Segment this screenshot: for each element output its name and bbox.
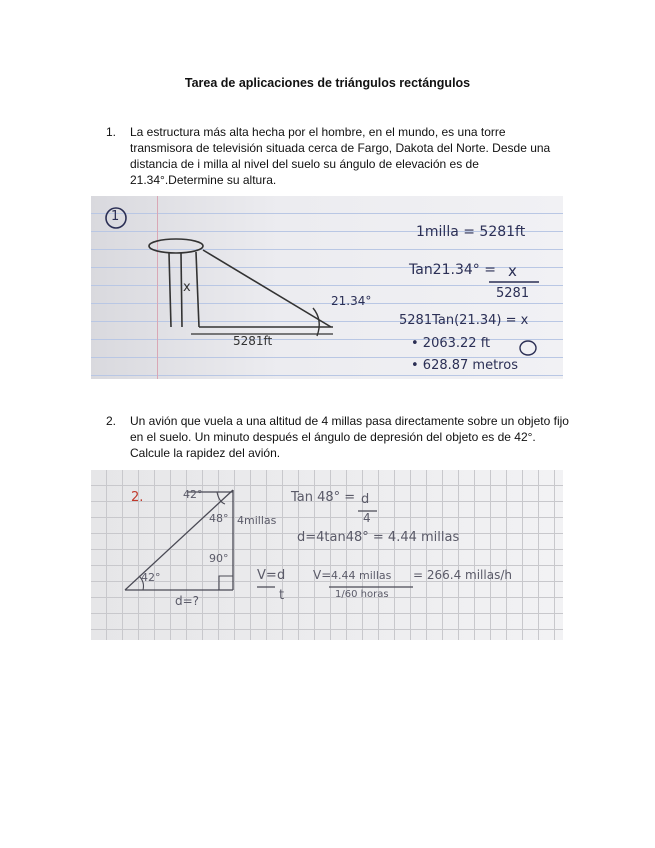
tan-denominator: 4: [363, 511, 371, 525]
tan-equation: Tan21.34° =: [409, 262, 496, 278]
angle-48-label: 48°: [209, 512, 229, 525]
speed-calc-num: 4.44 millas: [331, 569, 392, 582]
speed-calc-v: V=: [313, 568, 332, 582]
page-title: Tarea de aplicaciones de triángulos rectángulos: [184, 76, 471, 90]
tan-equation: Tan 48° =: [291, 490, 356, 505]
problem-2-number: 2.: [106, 414, 117, 428]
problem-2-text: Un avión que vuela a una altitud de 4 millas pasa directamente sobre un objeto fijo en el suelo. Un minuto después el ángulo de depresión del objeto es de 42°. Calcule la rapidez del avión.: [130, 414, 569, 460]
solve-line: 5281Tan(21.34) = x: [399, 313, 529, 328]
result-mark: [520, 341, 536, 355]
tan-denominator: 5281: [496, 286, 530, 301]
speed-formula-den: t: [279, 588, 285, 603]
top-angle-label: 42°: [183, 488, 203, 501]
problem-1-number: 1.: [106, 125, 117, 139]
tower-top: [149, 239, 203, 253]
hypotenuse: [203, 250, 331, 327]
speed-formula-v: V=: [257, 568, 277, 583]
base-length-label: 5281ft: [233, 334, 273, 348]
speed-result: = 266.4 millas/h: [413, 568, 512, 582]
problem-1-text: La estructura más alta hecha por el hombre, en el mundo, es una torre transmisora de televisión situada cerca de Fargo, Dakota del Norte. Desde una distancia de i milla al nivel del suelo su ángulo de elevación es de 21.34°.Determine su altura.: [130, 125, 551, 187]
problem-2-photo: [91, 470, 563, 640]
distance-label: d=?: [175, 594, 200, 608]
conversion-line: 1milla = 5281ft: [416, 224, 526, 240]
tower-inner-edge: [181, 253, 182, 327]
tower-right-edge: [196, 252, 199, 327]
distance-equation: d=4tan48° = 4.44 millas: [297, 530, 460, 545]
altitude-label: 4millas: [237, 514, 277, 527]
problem-1-photo: [91, 196, 563, 379]
right-angle-mark: [219, 576, 233, 590]
angle-label: 21.34°: [331, 294, 372, 308]
bottom-angle-label: 42°: [141, 571, 161, 584]
tan-numerator: d: [361, 492, 370, 507]
problem-1-label: 1: [111, 209, 120, 224]
speed-formula-num: d: [277, 568, 286, 583]
angle-90-label: 90°: [209, 552, 229, 565]
tower-left-edge: [169, 253, 171, 327]
angle-arc: [313, 308, 319, 336]
result-meters: • 628.87 metros: [411, 358, 518, 373]
result-feet: • 2063.22 ft: [411, 336, 491, 351]
tan-numerator: x: [508, 262, 517, 280]
speed-calc-den: 1/60 horas: [335, 589, 389, 600]
problem-2-label: 2.: [131, 490, 144, 505]
height-x-label: x: [183, 280, 191, 295]
